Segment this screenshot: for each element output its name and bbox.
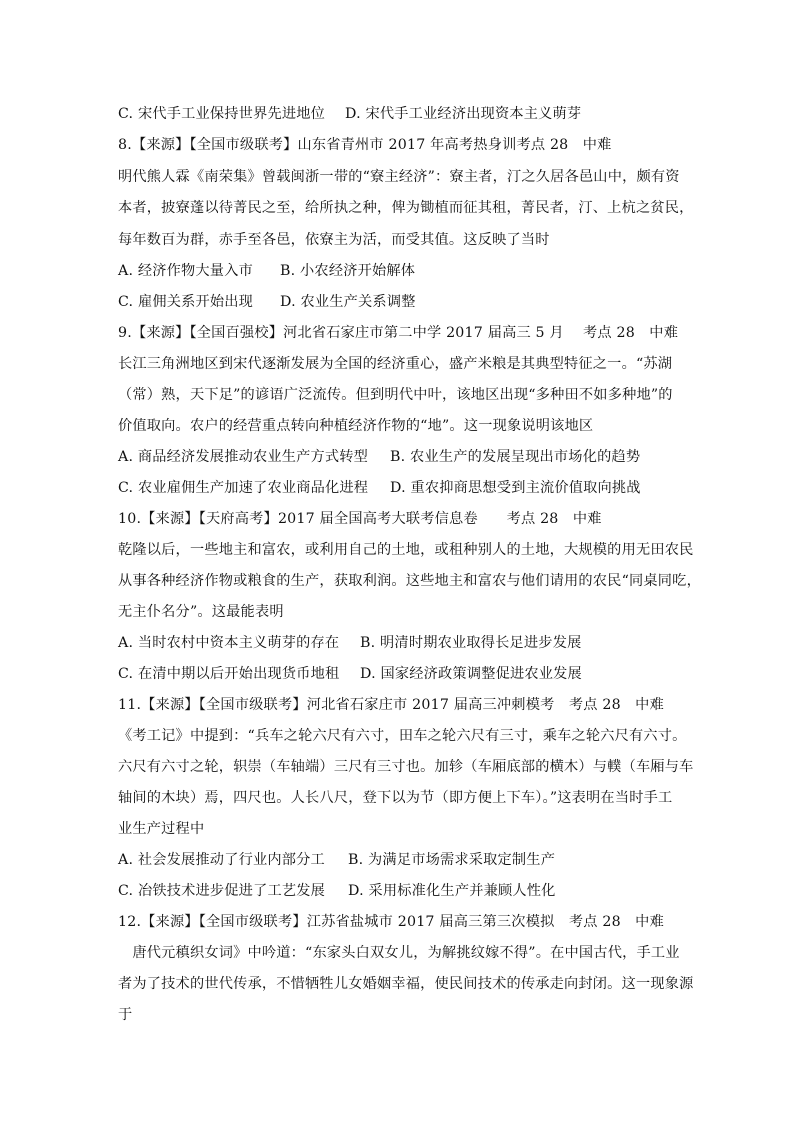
option-d: D. 重农抑商思想受到主流价值取向挑战 — [390, 480, 641, 496]
option-d: D. 宋代手工业经济出现资本主义萌芽 — [345, 106, 582, 122]
option-row — [118, 881, 686, 901]
question-11-text: 业生产过程中 — [118, 821, 205, 837]
question-12-text: 者为了技术的世代传承，不惜牺牲儿女婚姻幸福，使民间技术的传承走向封闭。这一现象源 — [118, 976, 694, 992]
option-row — [118, 292, 686, 312]
option-d: D. 农业生产关系调整 — [280, 294, 416, 310]
option-c: C. 农业雇佣生产加速了农业商品化进程 — [118, 480, 369, 496]
option-d: D. 采用标准化生产并兼顾人性化 — [348, 883, 556, 899]
question-10-text: 从事各种经济作物或粮食的生产，获取利润。这些地主和富农与他们请用的农民“同桌同吃， — [118, 573, 701, 589]
question-12-header: 12.【来源】【全国市级联考】江苏省盐城市 2017 届高三第三次模拟 考点 28 中难 — [118, 914, 664, 930]
option-c: C. 在清中期以后开始出现货币地租 — [118, 666, 340, 682]
question-10-text: 无主仆名分”。这最能表明 — [118, 604, 284, 620]
option-b: B. 为满足市场需求采取定制生产 — [348, 852, 556, 868]
option-b: B. 农业生产的发展呈现出市场化的趋势 — [390, 449, 641, 465]
question-8-text: 每年数百为群，赤手至各邑，依寮主为活，而受其值。这反映了当时 — [118, 232, 550, 248]
option-a: A. 经济作物大量入市 — [118, 263, 253, 279]
option-row — [118, 447, 686, 467]
option-a: A. 当时农村中资本主义萌芽的存在 — [118, 635, 340, 651]
question-9-text: （常）熟，天下足”的谚语广泛流传。但到明代中叶，该地区出现“多种田不如多种地”的 — [118, 387, 673, 403]
option-row — [118, 664, 686, 684]
option-c: C. 宋代手工业保持世界先进地位 — [118, 106, 326, 122]
option-row — [118, 850, 686, 870]
option-row — [118, 104, 686, 124]
question-11-text: 《考工记》中提到：“兵车之轮六尺有六寸，田车之轮六尺有三寸，乘车之轮六尺有六寸。 — [118, 728, 687, 744]
option-b: B. 明清时期农业取得长足进步发展 — [360, 635, 582, 651]
question-10-header: 10.【来源】【天府高考】2017 届全国高考大联考信息卷 考点 28 中难 — [118, 511, 602, 527]
question-8-text: 本者，披寮蓬以待菁民之至，给所执之种，俾为锄植而征其租，菁民者，汀、上杭之贫民， — [118, 200, 694, 216]
question-11-text: 轴间的木块）焉，四尺也。人长八尺，登下以为节（即方便上下车）。”这表明在当时手工 — [118, 790, 673, 806]
option-row — [118, 478, 686, 498]
question-9-text: 价值取向。农户的经营重点转向种植经济作物的“地”。这一现象说明该地区 — [118, 418, 594, 434]
option-b: B. 小农经济开始解体 — [280, 263, 416, 279]
question-8-text: 明代熊人霖《南荣集》曾载闽浙一带的“寮主经济”：寮主者，汀之久居各邑山中，颇有资 — [118, 169, 680, 185]
question-11-header: 11.【来源】【全国市级联考】河北省石家庄市 2017 届高三冲刺模考 考点 28 中难 — [118, 697, 664, 713]
question-9-text: 长江三角洲地区到宋代逐渐发展为全国的经济重心，盛产米粮是其典型特征之一。“苏湖 — [118, 356, 673, 372]
option-c: C. 雇佣关系开始出现 — [118, 294, 254, 310]
option-row — [118, 633, 686, 653]
question-10-text: 乾隆以后，一些地主和富农，或利用自己的土地，或租种别人的土地，大规模的用无田农民 — [118, 542, 694, 558]
question-8-header: 8.【来源】【全国市级联考】山东省青州市 2017 年高考热身训考点 28 中难 — [118, 137, 612, 153]
question-11-text: 六尺有六寸之轮，轵崇（车轴端）三尺有三寸也。加轸（车厢底部的横木）与轐（车厢与车 — [118, 759, 694, 775]
option-a: A. 商品经济发展推动农业生产方式转型 — [118, 449, 369, 465]
question-9-header: 9.【来源】【全国百强校】河北省石家庄市第二中学 2017 届高三 5 月 考点 28 中难 — [118, 325, 679, 341]
question-12-text: 于 — [118, 1007, 133, 1023]
option-row — [118, 261, 686, 281]
option-a: A. 社会发展推动了行业内部分工 — [118, 852, 325, 868]
question-12-text: 唐代元稹织女词》中吟道：“东家头白双女儿，为解挑纹嫁不得”。在中国古代，手工业 — [118, 945, 680, 961]
option-d: D. 国家经济政策调整促进农业发展 — [360, 666, 582, 682]
option-c: C. 冶铁技术进步促进了工艺发展 — [118, 883, 326, 899]
